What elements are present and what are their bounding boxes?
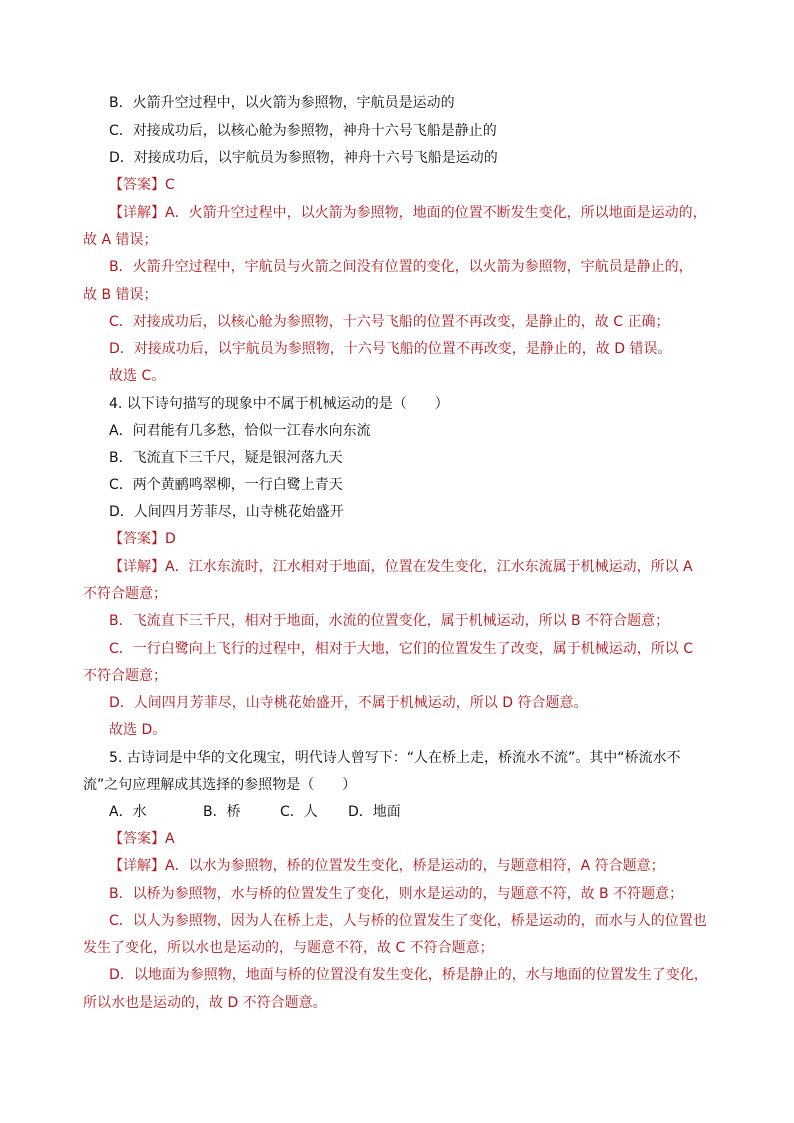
detail-text: ．以地面为参照物，地面与桥的位置没有发生变化，桥是静止的，水与地面的位置发生了变化， bbox=[119, 967, 708, 983]
detail-text: ．人间四月芳菲尽，山寺桃花始盛开，不属于机械运动，所以 D 符合题意。 bbox=[119, 695, 588, 711]
q3-detail-d bbox=[109, 340, 671, 358]
q4-detail-a-line1 bbox=[109, 558, 693, 576]
q4-option-d: D．人间四月芳菲尽，山寺桃花始盛开 bbox=[109, 504, 344, 520]
q3-option-c: C．对接成功后，以核心舱为参照物，神舟十六号飞船是静止的 bbox=[109, 123, 497, 139]
q3-detail-b-line2: 故 B 错误； bbox=[83, 287, 158, 303]
q4-stem: 4. 以下诗句描写的现象中不属于机械运动的是（ ） bbox=[109, 396, 449, 412]
detail-option-letter: D bbox=[109, 967, 120, 983]
q4-option-a: A．问君能有几多愁，恰似一江春水向东流 bbox=[109, 423, 371, 439]
detail-text: ．对接成功后，以核心舱为参照物，十六号飞船的位置不再改变，是静止的，故 C 正确； bbox=[118, 314, 670, 330]
q3-answer bbox=[109, 176, 175, 194]
q3-option-d: D．对接成功后，以宇航员为参照物，神舟十六号飞船是运动的 bbox=[109, 150, 498, 166]
q5-stem-line2: 流”之句应理解成其选择的参照物是（ ） bbox=[83, 777, 357, 793]
q4-option-c: C．两个黄鹂鸣翠柳，一行白鹭上青天 bbox=[109, 477, 343, 493]
q4-detail-c-line2: 不符合题意； bbox=[83, 668, 167, 684]
detail-text: A．江水东流时，江水相对于地面，位置在发生变化，江水东流属于机械运动，所以 A bbox=[165, 559, 693, 575]
q3-conclusion: 故选 C。 bbox=[109, 368, 166, 384]
q4-detail-d bbox=[109, 694, 587, 712]
q5-detail-a bbox=[109, 857, 665, 875]
q5-option-c: C．人 bbox=[280, 804, 318, 820]
q4-conclusion: 故选 D。 bbox=[109, 722, 167, 738]
detail-option-letter: B bbox=[109, 613, 119, 629]
q5-detail-b bbox=[109, 885, 683, 903]
q5-option-a: A．水 bbox=[109, 804, 147, 820]
answer-label: 【答案】 bbox=[109, 531, 165, 547]
detail-text: A．火箭升空过程中，以火箭为参照物，地面的位置不断发生变化，所以地面是运动的， bbox=[165, 205, 707, 221]
answer-label: 【答案】 bbox=[109, 831, 165, 847]
q3-option-b: B．火箭升空过程中，以火箭为参照物，宇航员是运动的 bbox=[109, 95, 455, 111]
detail-option-letter: B bbox=[109, 886, 119, 902]
detail-text: ．以人为参照物，因为人在桥上走，人与桥的位置发生了变化，桥是运动的，而水与人的位置也 bbox=[118, 913, 707, 929]
detail-option-letter: D bbox=[109, 695, 120, 711]
q3-detail-b-line1 bbox=[109, 258, 693, 276]
q4-detail-a-line2: 不符合题意； bbox=[83, 586, 167, 602]
answer-value: C bbox=[165, 177, 175, 193]
answer-label: 【答案】 bbox=[109, 177, 165, 193]
detail-label: 【详解】 bbox=[109, 559, 165, 575]
q5-answer bbox=[109, 830, 175, 848]
q5-detail-d-line1 bbox=[109, 966, 708, 984]
detail-option-letter: C bbox=[109, 641, 119, 657]
q5-stem-line1: 5. 古诗词是中华的文化瑰宝，明代诗人曾写下：“人在桥上走，桥流水不流”。其中“桥流水不 bbox=[109, 750, 681, 766]
detail-text: ．一行白鹭向上飞行的过程中，相对于大地，它们的位置发生了改变，属于机械运动，所以 C bbox=[118, 641, 694, 657]
q4-answer bbox=[109, 530, 176, 548]
q5-detail-c-line2: 发生了变化，所以水也是运动的，与题意不符，故 C 不符合题意； bbox=[83, 940, 494, 956]
q5-detail-c-line1 bbox=[109, 912, 707, 930]
q5-option-b: B．桥 bbox=[203, 804, 241, 820]
q3-detail-a-line1 bbox=[109, 204, 707, 222]
answer-value: D bbox=[165, 531, 176, 547]
detail-option-letter: C bbox=[109, 913, 119, 929]
detail-text: A．以水为参照物，桥的位置发生变化，桥是运动的，与题意相符，A 符合题意； bbox=[165, 858, 665, 874]
detail-label: 【详解】 bbox=[109, 205, 165, 221]
detail-option-letter: D bbox=[109, 341, 120, 357]
q4-detail-b bbox=[109, 612, 669, 630]
detail-option-letter: B bbox=[109, 259, 119, 275]
q5-option-d: D．地面 bbox=[348, 804, 401, 820]
q3-detail-a-line2: 故 A 错误； bbox=[83, 232, 158, 248]
detail-text: ．火箭升空过程中，宇航员与火箭之间没有位置的变化，以火箭为参照物，宇航员是静止的， bbox=[118, 259, 693, 275]
q4-detail-c-line1 bbox=[109, 640, 693, 658]
detail-text: ．以桥为参照物，水与桥的位置发生了变化，则水是运动的，与题意不符，故 B 不符题意； bbox=[118, 886, 684, 902]
detail-label: 【详解】 bbox=[109, 858, 165, 874]
answer-value: A bbox=[165, 831, 175, 847]
detail-text: ．对接成功后，以宇航员为参照物，十六号飞船的位置不再改变，是静止的，故 D 错误。 bbox=[119, 341, 672, 357]
q4-option-b: B．飞流直下三千尺，疑是银河落九天 bbox=[109, 450, 343, 466]
q5-detail-d-line2: 所以水也是运动的，故 D 不符合题意。 bbox=[83, 995, 327, 1011]
q3-detail-c bbox=[109, 313, 669, 331]
detail-text: ．飞流直下三千尺，相对于地面，水流的位置变化，属于机械运动，所以 B 不符合题意； bbox=[118, 613, 670, 629]
detail-option-letter: C bbox=[109, 314, 119, 330]
